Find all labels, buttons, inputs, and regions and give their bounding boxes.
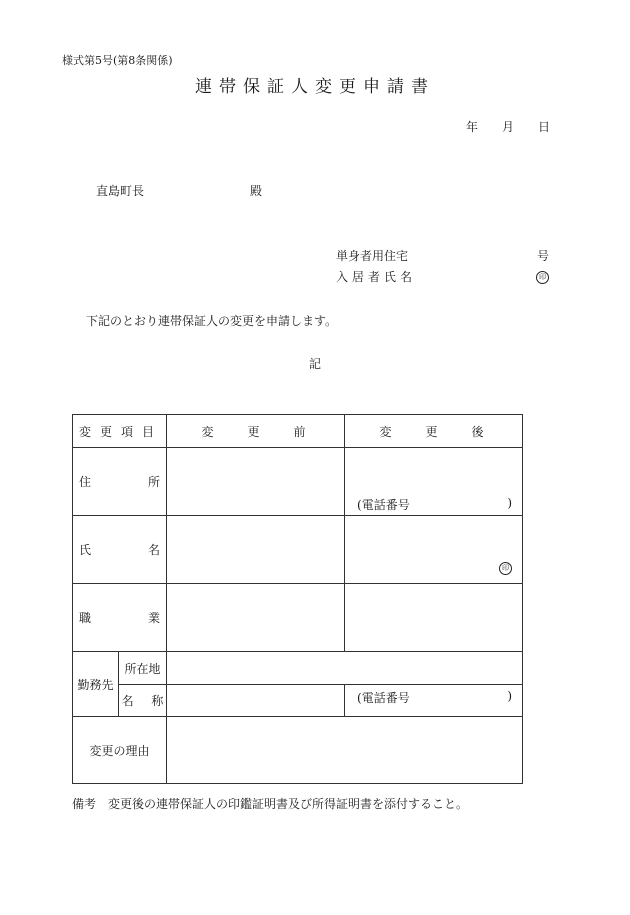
reason-row	[73, 717, 523, 784]
workplace-location-row	[73, 652, 523, 685]
location-label: 所在地	[119, 652, 167, 685]
date-line	[0, 118, 551, 134]
job-before-cell[interactable]	[167, 584, 345, 652]
year-label: 年	[466, 120, 479, 134]
name-before-cell[interactable]	[167, 516, 345, 584]
phone-field: (電話番号 )	[357, 689, 513, 705]
form-number: 様式第5号(第8条関係)	[62, 54, 173, 67]
day-label: 日	[538, 120, 551, 134]
header-before: 変更前	[167, 415, 345, 448]
header-item: 変更項目	[73, 415, 167, 448]
reason-cell[interactable]	[167, 717, 523, 784]
job-after-cell[interactable]	[345, 584, 523, 652]
workplace-name-row	[73, 685, 523, 717]
house-suffix: 号	[537, 249, 550, 263]
remark-label: 備考	[72, 797, 97, 811]
address-row	[73, 448, 523, 516]
location-cell[interactable]	[167, 652, 523, 685]
house-label: 単身者用住宅	[336, 249, 409, 263]
honorific: 殿	[250, 184, 263, 198]
address-before-cell[interactable]	[167, 448, 345, 516]
company-name-label: 名 称	[119, 685, 167, 717]
job-row	[73, 584, 523, 652]
reason-label: 変更の理由	[73, 717, 167, 784]
workplace-label: 勤務先	[73, 652, 119, 717]
tenant-name-label: 入居者氏名	[336, 270, 417, 284]
seal-icon: 印	[499, 562, 512, 575]
name-after-cell[interactable]	[345, 516, 523, 584]
phone-field: (電話番号 )	[357, 496, 513, 512]
name-row	[73, 516, 523, 584]
address-label: 住 所	[73, 448, 167, 516]
month-label: 月	[502, 120, 515, 134]
remark-text: 変更後の連帯保証人の印鑑証明書及び所得証明書を添付すること。	[108, 797, 469, 811]
document-title: 連帯保証人変更申請書	[195, 77, 435, 97]
addressee: 直島町長	[96, 184, 145, 198]
job-label: 職 業	[73, 584, 167, 652]
name-label: 氏 名	[73, 516, 167, 584]
ki-heading: 記	[308, 357, 321, 371]
change-table	[72, 414, 523, 784]
company-phone-cell[interactable]	[345, 685, 523, 717]
address-after-cell[interactable]	[345, 448, 523, 516]
company-name-cell[interactable]	[167, 685, 345, 717]
header-after: 変更後	[345, 415, 523, 448]
seal-mark	[536, 268, 549, 284]
seal-icon: 印	[536, 271, 549, 284]
request-text: 下記のとおり連帯保証人の変更を申請します。	[86, 314, 338, 328]
header-row	[73, 415, 523, 448]
